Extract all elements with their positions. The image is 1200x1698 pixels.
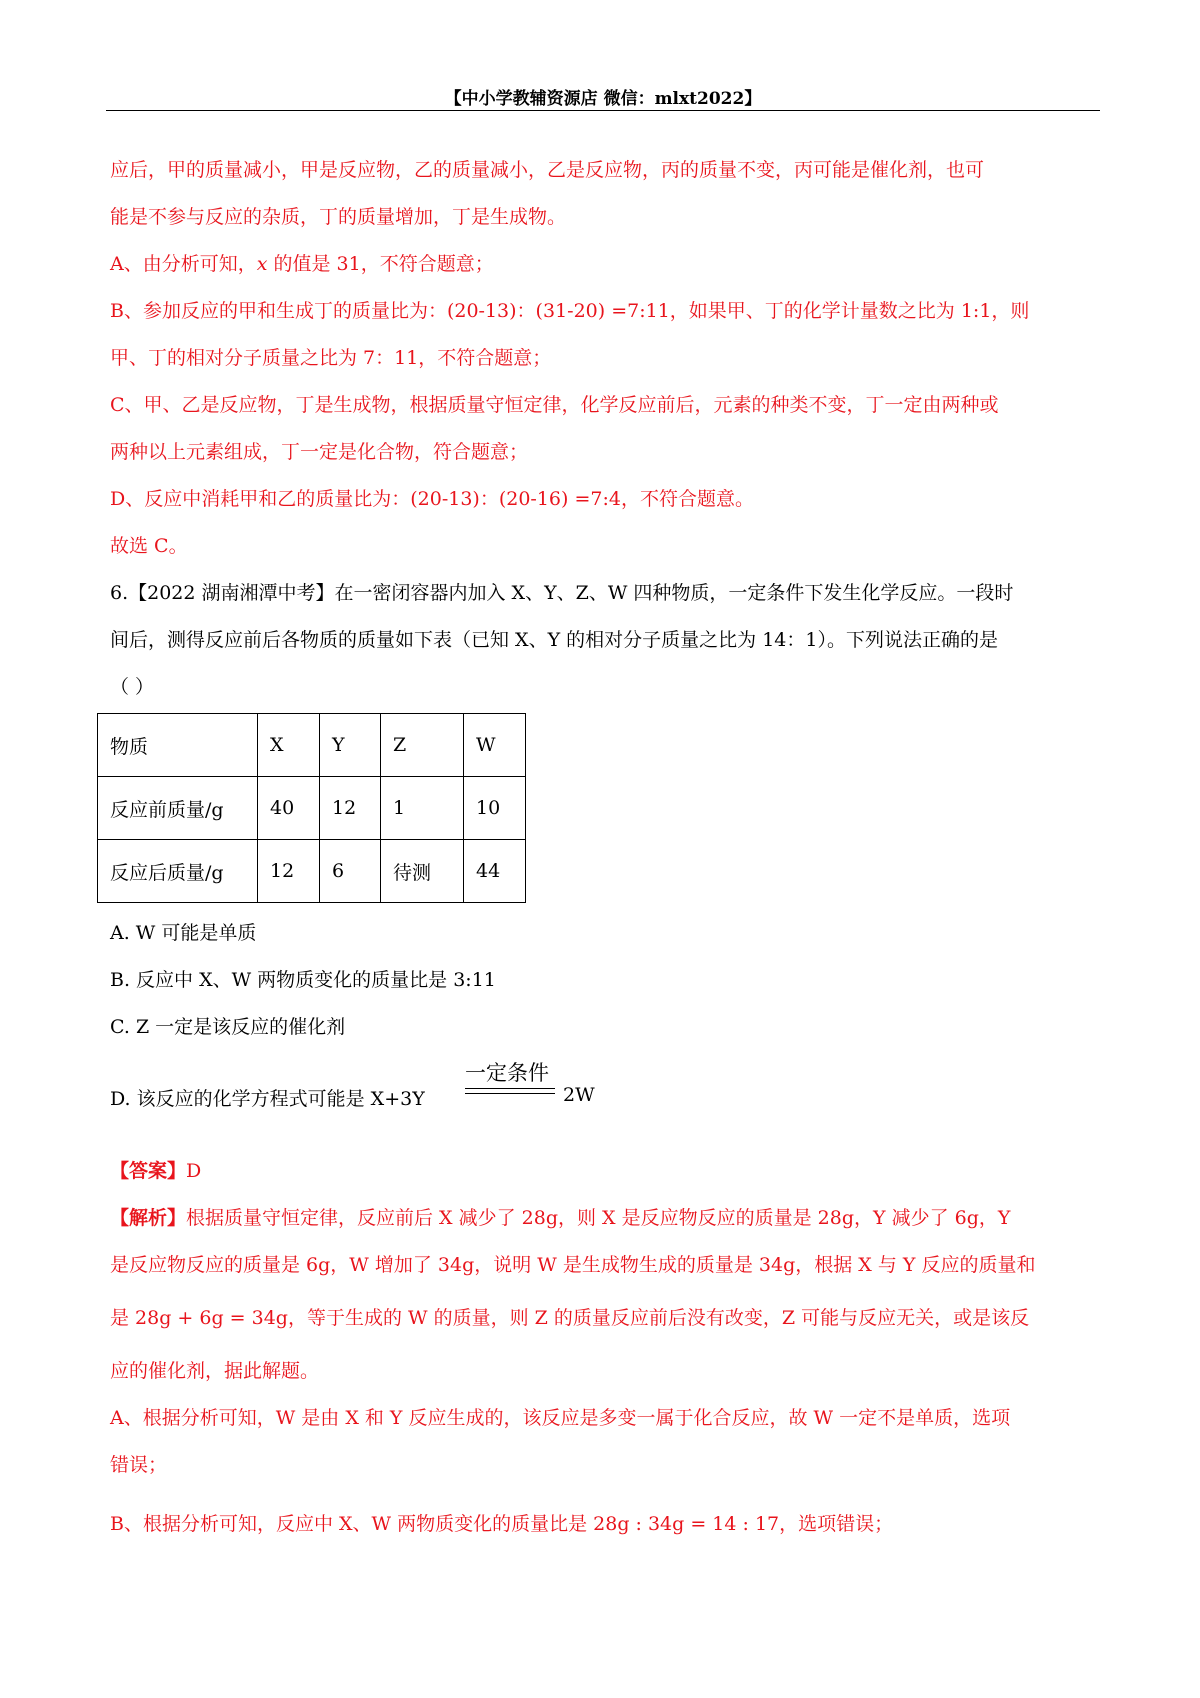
answer-value: D (186, 1160, 202, 1182)
analysis-option-a-line-1: A、根据分析可知，W 是由 X 和 Y 反应生成的，该反应是多变一属于化合反应，故 W 一定不是单质，选项 (110, 1407, 1011, 1429)
prev-analysis-line-1: 应后，甲的质量减小，甲是反应物，乙的质量减小，乙是反应物，丙的质量不变，丙可能是催化剂，也可 (110, 159, 985, 181)
prev-option-b-line-2: 甲、丁的相对分子质量之比为 7：11，不符合题意； (110, 347, 552, 369)
table-cell: 待测 (381, 840, 464, 903)
prev-choice: 故选 C。 (110, 535, 188, 557)
table-cell: 44 (464, 840, 526, 903)
table-cell: X (258, 714, 320, 777)
prev-option-a (110, 249, 1100, 276)
table-cell: Y (320, 714, 381, 777)
table-cell: W (464, 714, 526, 777)
analysis-text: 根据质量守恒定律，反应前后 X 减少了 28g，则 X 是反应物反应的质量是 28g，Y 减少了 6g，Y (186, 1207, 1011, 1229)
analysis-line-3-suffix: ，等于生成的 W 的质量，则 Z 的质量反应前后没有改变，Z 可能与反应无关，或是该反 (287, 1307, 1030, 1329)
answer-line (110, 1156, 1100, 1183)
equation-product: 2W (563, 1084, 595, 1106)
header-divider (106, 110, 1100, 111)
prev-option-b-line-1: B、参加反应的甲和生成丁的质量比为：(20-13)：(31-20) =7:11，如果甲、丁的化学计量数之比为 1:1，则 (110, 300, 1030, 322)
table-cell: 物质 (98, 714, 258, 777)
equation-condition: 一定条件 (465, 1061, 549, 1085)
question-blank: （ ） (110, 676, 155, 698)
mass-table (97, 713, 526, 903)
table-cell: 40 (258, 777, 320, 840)
page-header: 【中小学教辅资源店 微信：mlxt2022】 (444, 89, 762, 109)
table-cell: 反应前质量/g (98, 777, 258, 840)
analysis-option-b (110, 1509, 1100, 1536)
option-a: A. W 可能是单质 (110, 922, 257, 944)
prev-option-d: D、反应中消耗甲和乙的质量比为：(20-13)：(20-16) =7:4，不符合题意。 (110, 488, 754, 510)
table-cell: 12 (258, 840, 320, 903)
analysis-line-3 (110, 1303, 1100, 1330)
analysis-math-ratio: 28g : 34g = 14 : 17 (593, 1513, 780, 1535)
question-stem-line-1: 6.【2022 湖南湘潭中考】在一密闭容器内加入 X、Y、Z、W 四种物质，一定条件下发生化学反应。一段时 (110, 582, 1014, 604)
analysis-line-1 (110, 1203, 1100, 1230)
table-row (98, 840, 526, 903)
equation-double-bar-top (465, 1088, 555, 1089)
equation-double-bar-bottom (465, 1093, 555, 1094)
prev-option-a-suffix: 的值是 31，不符合题意； (267, 253, 494, 275)
table-cell: 10 (464, 777, 526, 840)
analysis-option-b-prefix: B、根据分析可知，反应中 X、W 两物质变化的质量比是 (110, 1513, 594, 1535)
analysis-math-sum: 28g + 6g = 34g (135, 1307, 288, 1329)
table-cell: 12 (320, 777, 381, 840)
prev-option-c-line-2: 两种以上元素组成，丁一定是化合物，符合题意； (110, 441, 529, 463)
analysis-label: 【解析】 (110, 1207, 187, 1229)
analysis-line-3-prefix: 是 (110, 1307, 136, 1329)
question-stem-line-2: 间后，测得反应前后各物质的质量如下表（已知 X、Y 的相对分子质量之比为 14：1）。下列说法正确的是 (110, 629, 998, 651)
analysis-option-a-line-2: 错误； (110, 1454, 168, 1476)
analysis-line-4: 应的催化剂，据此解题。 (110, 1360, 320, 1382)
prev-option-a-variable: x (256, 253, 268, 275)
table-cell: 1 (381, 777, 464, 840)
table-cell: 反应后质量/g (98, 840, 258, 903)
answer-label: 【答案】 (110, 1160, 187, 1182)
table-cell: Z (381, 714, 464, 777)
table-row (98, 714, 526, 777)
option-c: C. Z 一定是该反应的催化剂 (110, 1016, 346, 1038)
analysis-option-b-suffix: ，选项错误； (779, 1513, 894, 1535)
prev-analysis-line-2: 能是不参与反应的杂质，丁的质量增加，丁是生成物。 (110, 206, 567, 228)
table-row (98, 777, 526, 840)
prev-option-a-prefix: A、由分析可知， (110, 253, 257, 275)
option-b: B. 反应中 X、W 两物质变化的质量比是 3:11 (110, 969, 496, 991)
analysis-line-2: 是反应物反应的质量是 6g，W 增加了 34g，说明 W 是生成物生成的质量是 34g，根据 X 与 Y 反应的质量和 (110, 1254, 1036, 1276)
option-d-text: D. 该反应的化学方程式可能是 X+3Y (110, 1088, 425, 1110)
prev-option-c-line-1: C、甲、乙是反应物，丁是生成物，根据质量守恒定律，化学反应前后，元素的种类不变，丁一定由两种或 (110, 394, 999, 416)
table-cell: 6 (320, 840, 381, 903)
